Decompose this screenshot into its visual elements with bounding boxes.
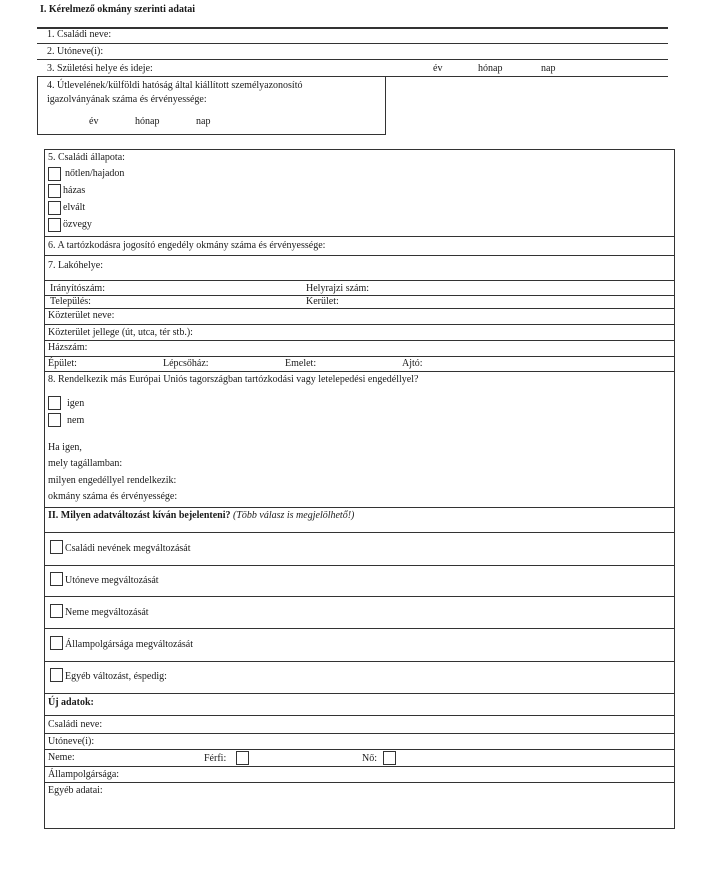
street-type-label: Közterület jellege (út, utca, tér stb.): [48, 327, 193, 338]
passport-label: 4. Útlevelének/külföldi hatóság által kiállított személyazonosító [47, 80, 303, 91]
new-family-name-label: Családi neve: [48, 719, 103, 730]
divider [44, 236, 675, 237]
divider [44, 596, 675, 597]
married-checkbox[interactable] [48, 184, 61, 198]
divider [44, 280, 675, 281]
box-border [37, 76, 38, 135]
section1-title: I. Kérelmező okmány szerinti adatai [40, 4, 196, 15]
birth-day-label: nap [541, 63, 556, 74]
divider [37, 59, 668, 60]
divider [44, 356, 675, 357]
settlement-label: Település: [50, 296, 91, 307]
street-name-label: Közterület neve: [48, 310, 115, 321]
postal-code-label: Irányítószám: [50, 283, 105, 294]
divider [44, 693, 675, 694]
box-border [385, 76, 386, 135]
divider [44, 782, 675, 783]
eu-permit-no-label: nem [67, 415, 85, 426]
section2-title-text: II. Milyen adatváltozást kíván bejelenteni? [48, 510, 231, 521]
divider [37, 76, 668, 77]
residence-label: 7. Lakóhelye: [48, 260, 103, 271]
widowed-option-label: özvegy [63, 219, 92, 230]
birth-place-date-label: 3. Születési helye és ideje: [47, 63, 153, 74]
residence-permit-label: 6. A tartózkodásra jogosító engedély okmány száma és érvényessége: [48, 240, 326, 251]
lot-number-label: Helyrajzi szám: [306, 283, 370, 294]
single-checkbox[interactable] [48, 167, 61, 181]
eu-permit-question: 8. Rendelkezik más Európai Uniós tagországban tartózkodási vagy letelepedési engedéllyel? [48, 374, 419, 385]
birth-month-label: hónap [478, 63, 503, 74]
divider [44, 308, 675, 309]
change-gender-label: Neme megváltozását [65, 607, 149, 618]
passport-month-label: hónap [135, 116, 160, 127]
change-family-name-checkbox[interactable] [50, 540, 63, 554]
change-citizenship-checkbox[interactable] [50, 636, 63, 650]
divider [44, 749, 675, 750]
eu-permit-yes-checkbox[interactable] [48, 396, 61, 410]
widowed-checkbox[interactable] [48, 218, 61, 232]
new-data-title: Új adatok: [48, 697, 94, 708]
divider [44, 295, 675, 296]
male-checkbox[interactable] [236, 751, 249, 765]
change-other-checkbox[interactable] [50, 668, 63, 682]
divider [44, 507, 675, 508]
eu-permit-no-checkbox[interactable] [48, 413, 61, 427]
divider [37, 27, 668, 29]
new-other-data-label: Egyéb adatai: [48, 785, 103, 796]
single-option-label: nőtlen/hajadon [65, 168, 125, 179]
divider [44, 661, 675, 662]
given-name-label: 2. Utóneve(i): [47, 46, 104, 57]
change-given-name-checkbox[interactable] [50, 572, 63, 586]
birth-year-label: év [433, 63, 443, 74]
marital-status-label: 5. Családi állapota: [48, 152, 125, 163]
divider [44, 340, 675, 341]
divider [44, 565, 675, 566]
divider [37, 134, 386, 135]
male-label: Férfi: [204, 753, 227, 764]
female-label: Nő: [362, 753, 377, 764]
house-number-label: Házszám: [48, 342, 88, 353]
divider [44, 733, 675, 734]
section2-title [48, 510, 354, 522]
passport-year-label: év [89, 116, 99, 127]
married-option-label: házas [63, 185, 86, 196]
new-given-name-label: Utóneve(i): [48, 736, 95, 747]
family-name-label: 1. Családi neve: [47, 29, 112, 40]
section2-title-note: (Több válasz is megjelölhető!) [233, 510, 355, 521]
divider [44, 532, 675, 533]
change-citizenship-label: Állampolgársága megváltozását [65, 639, 194, 650]
permit-type-label: milyen engedéllyel rendelkezik: [48, 475, 177, 486]
eu-permit-yes-label: igen [67, 398, 85, 409]
divorced-option-label: elvált [63, 202, 86, 213]
change-other-label: Egyéb változást, éspedig: [65, 671, 167, 682]
change-given-name-label: Utóneve megváltozását [65, 575, 159, 586]
divider [44, 628, 675, 629]
divider [44, 324, 675, 325]
passport-day-label: nap [196, 116, 211, 127]
door-label: Ajtó: [402, 358, 423, 369]
building-label: Épület: [48, 358, 77, 369]
divider [37, 43, 668, 44]
divider [44, 715, 675, 716]
new-gender-label: Neme: [48, 752, 75, 763]
if-yes-label: Ha igen, [48, 442, 82, 453]
passport-label-cont: igazolványának száma és érvényessége: [47, 94, 207, 105]
floor-label: Emelet: [285, 358, 317, 369]
new-citizenship-label: Állampolgársága: [48, 769, 120, 780]
change-gender-checkbox[interactable] [50, 604, 63, 618]
district-label: Kerület: [306, 296, 339, 307]
document-number-label: okmány száma és érvényessége: [48, 491, 178, 502]
change-family-name-label: Családi nevének megváltozását [65, 543, 191, 554]
member-state-label: mely tagállamban: [48, 458, 123, 469]
divider [44, 766, 675, 767]
divider [44, 371, 675, 372]
staircase-label: Lépcsőház: [163, 358, 209, 369]
female-checkbox[interactable] [383, 751, 396, 765]
divorced-checkbox[interactable] [48, 201, 61, 215]
divider [44, 255, 675, 256]
